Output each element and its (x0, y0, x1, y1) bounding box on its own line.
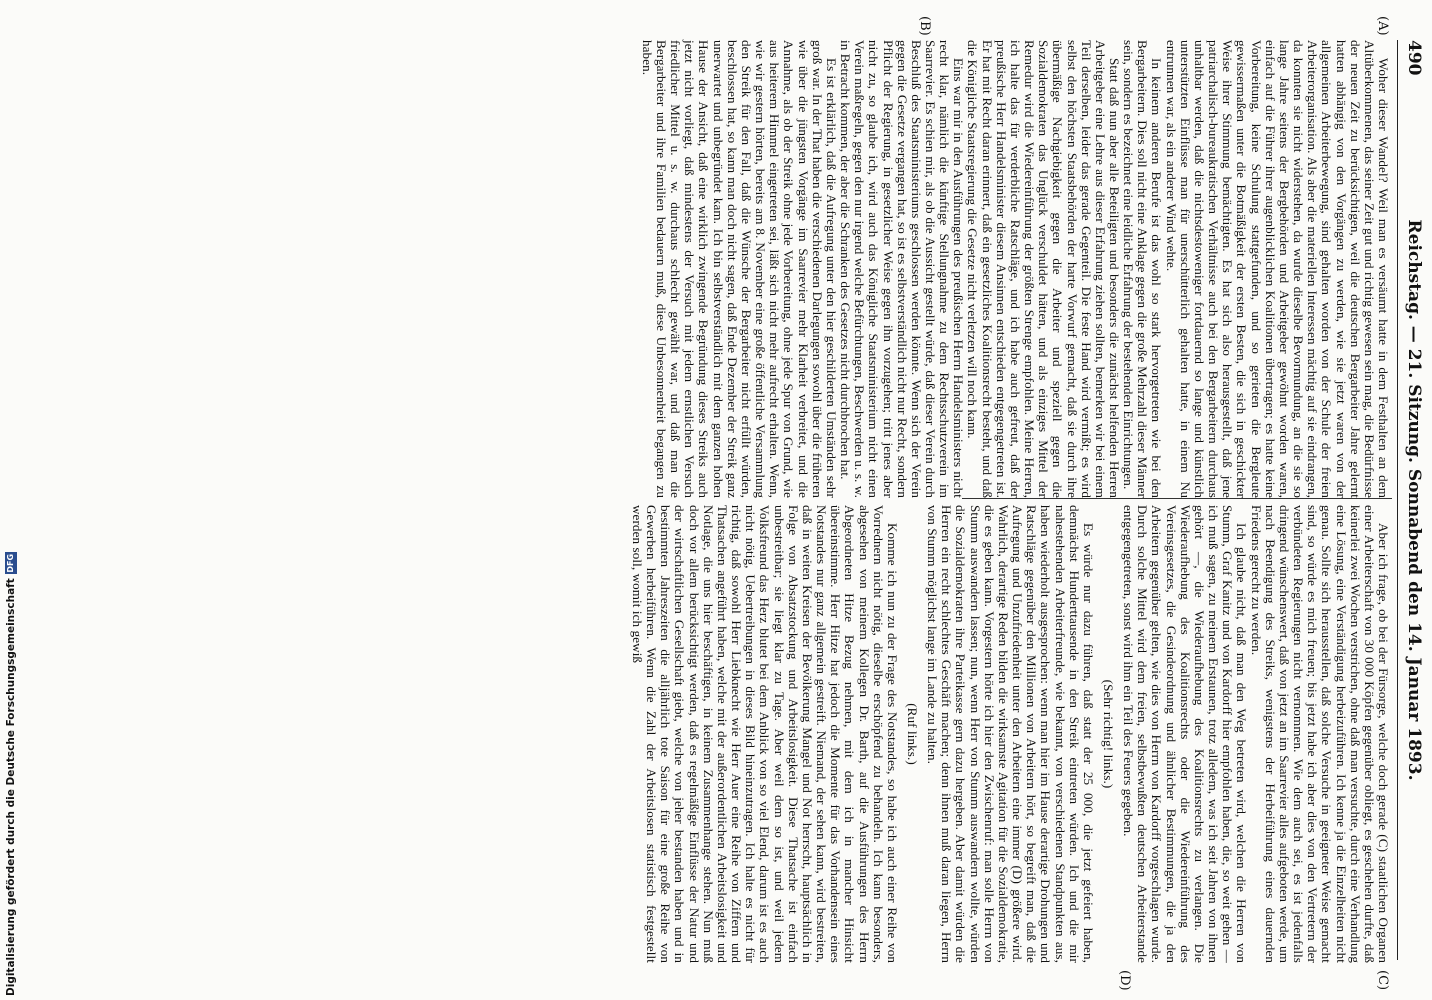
footer-strip (0, 0, 22, 1000)
page-header (1397, 40, 1428, 960)
paragraph: Komme ich nun zu der Frage des Notstandes, so habe ich auch einer Reihe von Vorrednern nicht nötig, dieselbe erschöpfend zu behandeln. Ich kann besonders, abgesehen von meinem Kollegen Dr. Barth, auf die Ausführungen des Herrn Abgeordneten Hitze Bezug nehmen, mit dem ich in mancher Hinsicht übereinstimme. Herr Hitze hat jedoch die Momente für das Vorhandensein eines Notstandes nur ganz allgemein gestreift. Niemand, der sehen kann, wird bestreiten, daß in weiten Kreisen der Bevölkerung Mangel und Not herrscht, hauptsächlich in Folge von Absatzstockung und Arbeitslosigkeit. Diese Thatsache ist einfach unbestreitbar; sie liegt klar zu Tage. Aber weil dem so ist, und weil jedem Volksfreund das Herz blutet bei dem Anblick von so viel Elend, darum ist es auch nicht nötig, Uebertreibungen in dieses Bild hineinzutragen. Ich halte es nicht für richtig, daß sowohl Herr Liebknecht wie Herr Auer eine Reihe von Ziffern und Thatsachen angeführt haben, welche mit der außerordentlichen Arbeitslosigkeit und Notlage, die uns hier beschäftigen, in keinem Zusammenhange stehen. Nun muß doch vor allem berücksichtigt werden, daß es regelmäßige Einflüsse der Natur und der wirtschaftlichen Gesellschaft giebt, welche von jeher bestanden haben und in bestimmten Jahreszeiten die alljährlich tote Saison für eine große Reihe von Gewerben herbeiführen. Wenn die Zahl der Arbeitslosen statistisch festgestellt werden soll, womit ich gewiß (630, 505, 900, 963)
paragraph: Woher dieser Wandel? Weil man es versäumt hatte in dem Festhalten an dem Altüberkommenen, das seiner Zeit gut und richtig gewesen sein mag, die Bedürfnisse der neuen Zeit zu berücksichtigen, weil die deutschen Bergarbeiter Jahre gelernt hatten abhängig von den Vorgängen zu werden, wie sie jetzt waren von der allgemeinen Arbeiterbewegung, sind gehalten worden von der Schule der freien Arbeiterorganisation. Als aber die materiellen Interessen mächtig auf sie eindrangen, da konnten sie nicht widerstehen, da wurde dieselbe Bevormundung, an die sie so lange Jahre seitens der Bergbehörden und Arbeitgeber gewöhnt worden waren, einfach auf die Führer ihrer augenblicklichen Koalitionen übertragen; es hatte keine Vorbereitung, keine Schulung stattgefunden, und so gerieten die Bergleute gewissermaßen unter die Botmäßigkeit der ersten Besten, die sich in geschickter Weise ihrer Stimmung bemächtigten. Es hat sich also herausgestellt, daß jene patriarchalisch-bureaukratischen Verhältnisse auch bei den Bergarbeitern durchaus unhaltbar werden, daß die nichtsdestoweniger fortdauernd so lange und künstlich unterstützten Einflüsse man für unerschütterlich gehalten hatte, in einem Nu entrunnen war, als ein anderer Wind wehte. (1163, 40, 1391, 498)
paragraph: In keinem anderen Berufe ist das wohl so stark hervorgetreten wie bei den Bergarbeitern. Dies soll nicht eine Anklage gegen die große Mehrzahl dieser Männer sein, sondern es bezeichnet eine leidliche Erfahrung der bestehenden Einrichtungen. (1121, 40, 1165, 498)
paragraph: Es würde nur dazu führen, daß statt der 25 000, die jetzt gefeiert haben, demnächst Hunderttausende in den Streik eintreten würden. Ich und die mir nahestehenden Arbeiterfreunde, wie bekannt, von verschiedenen Standpunkten aus, haben wiederholt ausgesprochen: wenn man hier im Hause derartige Drohungen und Ratschläge gegenüber den Millionen von Arbeitern hört, so begreift man, daß die Aufregung und Unzufriedenheit unter den Arbeitern eine immer (D) größere wird. Wahrlich, derartige Reden bilden die wirksamste Agitation für die Sozialdemokratie, die es geben kann. Vorgestern hörte ich hier den Zwischenruf: man solle Herrn von Stumm auswandern lassen; nun, wenn Herr von Stumm auswandern wollte, würden die Sozialdemokraten ihre Parteikasse gern dazu hergeben. Aber damit würden die Herren ein recht schlechtes Geschäft machen; denn ihnen muß daran liegen, Herrn von Stumm möglichst lange im Lande zu halten. (925, 505, 1096, 963)
interjection: (Ruf links.) (905, 703, 920, 765)
page-title: Reichstag. — 21. Sitzung. Sonnabend den 14. Januar 1893. (1404, 219, 1424, 781)
margin-mark-a: (A) (1375, 16, 1390, 36)
digitization-credit: Digitalisierung gefördert durch die Deutsche Forschungsgemeinschaft (5, 578, 17, 996)
right-column (630, 505, 1390, 963)
margin-mark-b: (B) (917, 16, 932, 36)
page-number: 490 (1404, 40, 1424, 76)
margin-mark-d: (D) (1117, 970, 1132, 991)
paragraph: Es ist erklärlich, daß die Aufregung unter den hier geschilderten Umständen sehr groß war. In der That haben die verschiedenen Darlegungen sowohl über die früheren wie über die jüngsten Vorgänge im Saarrevier mehr Klarheit verbreitet, und die Annahme, als ob der Streik ohne jede Vorbereitung, ohne jede Spur von Grund, wie aus heiterem Himmel eingetreten sei, läßt sich nicht mehr aufrecht erhalten. Wenn, wie wir gestern hörten, bereits am 8. November eine große öffentliche Versammlung den Streik für den Fall, daß die Wünsche der Bergarbeiter nicht erfüllt würden, beschlossen hat, so kann man doch nicht sagen, daß Ende Dezember der Streik ganz unerwartet und unbegründet kam. Ich bin selbstverständlich mit dem ganzen hohen Hause der Ansicht, daß eine wirklich zwingende Begründung dieses Streiks auch jetzt nicht vorliegt, daß mindestens der Versuch mit jedem ernstlichen Versuch friedlicher Mittel u. s. w. durchaus schlecht gewählt war, und daß man die Bergarbeiter und ihre Familien bedauern muß, diese Unbesonnenheit begangen zu haben. (639, 40, 839, 498)
paragraph: Ich glaube nicht, daß man den Weg betreten wird, welchen die Herren von Stumm, Graf Kanitz und von Kardorff hier empfohlen haben, die, so weit gehen — ich muß sagen, zu meinem Erstaunen, trotz alledem, was ich seit Jahren von ihnen gehört —, die Wiederaufhebung des Koalitionsrechts zu verlangen. Die Wiederaufhebung des Koalitionsrechts oder die Wiedereinführung des Vereinsgesetzes, die Gesindeordnung und ähnlicher Bestimmungen, die ja den Arbeitern gegenüber gelten, wie dies von Herrn von Kardorff vorgeschlagen wurde. Durch solche Mittel wird dem freien, selbstbewußten deutschen Arbeiterstande entgegengetreten, sonst wird ihm ein Teil des Feuers gegeben. (1121, 505, 1250, 963)
column-divider (962, 498, 1392, 499)
interjection: (Sehr richtig! links.) (1101, 679, 1117, 789)
left-column (640, 40, 1390, 498)
paragraph: Eins war mir in den Ausführungen des preußischen Herrn Handelsministers nicht recht klar, nämlich die künftige Stellungnahme zu dem Rechtsschutzverein im Saarrevier. Es schien mir, als ob die Aussicht gestellt würde, daß dieser Verein durch Beschluß des Staatsministeriums geschlossen werden könnte. Wenn sich der Verein gegen die Gesetze vergangen hat, so ist es selbstverständlich nicht nur Recht, sondern Pflicht der Regierung, in gesetzlicher Weise gegen ihn vorzugehen; tritt jenes aber nicht zu, so glaube ich, wird auch das Königliche Staatsministerium nicht einen Verein maßregeln, gegen den nur irgend welche Befürchtungen, Beschwerden u. s. w. in Betracht kommen, der aber die Schranken des Gesetzes nicht durchbrochen hat. (838, 40, 967, 498)
paragraph: Statt daß nun aber alle Beteiligten und besonders die zunächst helfenden Herren Arbeitgeber eine Lehre aus dieser Erfahrung ziehen sollten, bemerken wir bei einem Teil derselben, leider das gerade Gegenteil. Die feste Hand wird vermißt; es wird selbst den höchsten Staatsbehörden der harte Vorwurf gemacht, daß sie durch ihre übermäßige Nachgiebigkeit gegen die Arbeiter und speziell gegen die Sozialdemokraten das Unglück verschuldet hätten, und als einziges Mittel der Remedur wird die Wiedereinführung der größten Strenge empfohlen. Meine Herren, ich halte das für verderbliche Ratschläge, und ich habe auch gefreut, daß der preußische Herr Handelsminister diesem Ansinnen entschieden entgegengetreten ist. Er hat mit Recht daran erinnert, daß ein gesetzliches Koalitionsrecht besteht, und daß die Königliche Staatsregierung die Gesetze nicht verletzen will noch kann. (965, 40, 1123, 498)
paragraph: Aber ich frage, ob bei der Fürsorge, welche doch gerade (C) staatlichen Organen einer Arbeiterschaft von 30 000 Köpfen gegenüber obliegt, es geschehen durfte, daß keinerlei zwei Wochen verstrichen, ohne daß man versuchte, durch eine Verhandlung eine Lösung, eine Verständigung herbeizuführen. Ich kenne ja die Einzelheiten nicht genau. Sollte sich herausstellen, daß solche Versuche in geeigneter Weise gemacht sind, so würde es mich freuen; bis jetzt habe ich aber dies von den Vertretern der verbündeten Regierungen nicht vernommen. Wie dem auch sei, es ist jedenfalls dringend wünschenswert, daß von jetzt an im Saarrevier alles aufgeboten werde, um nach Beendigung des Streiks, wenigstens der Herbeiführung eines dauernden Friedens gerecht zu werden. (1248, 505, 1391, 963)
margin-mark-c: (C) (1375, 970, 1390, 991)
dfg-logo-icon: DFG (6, 553, 15, 573)
